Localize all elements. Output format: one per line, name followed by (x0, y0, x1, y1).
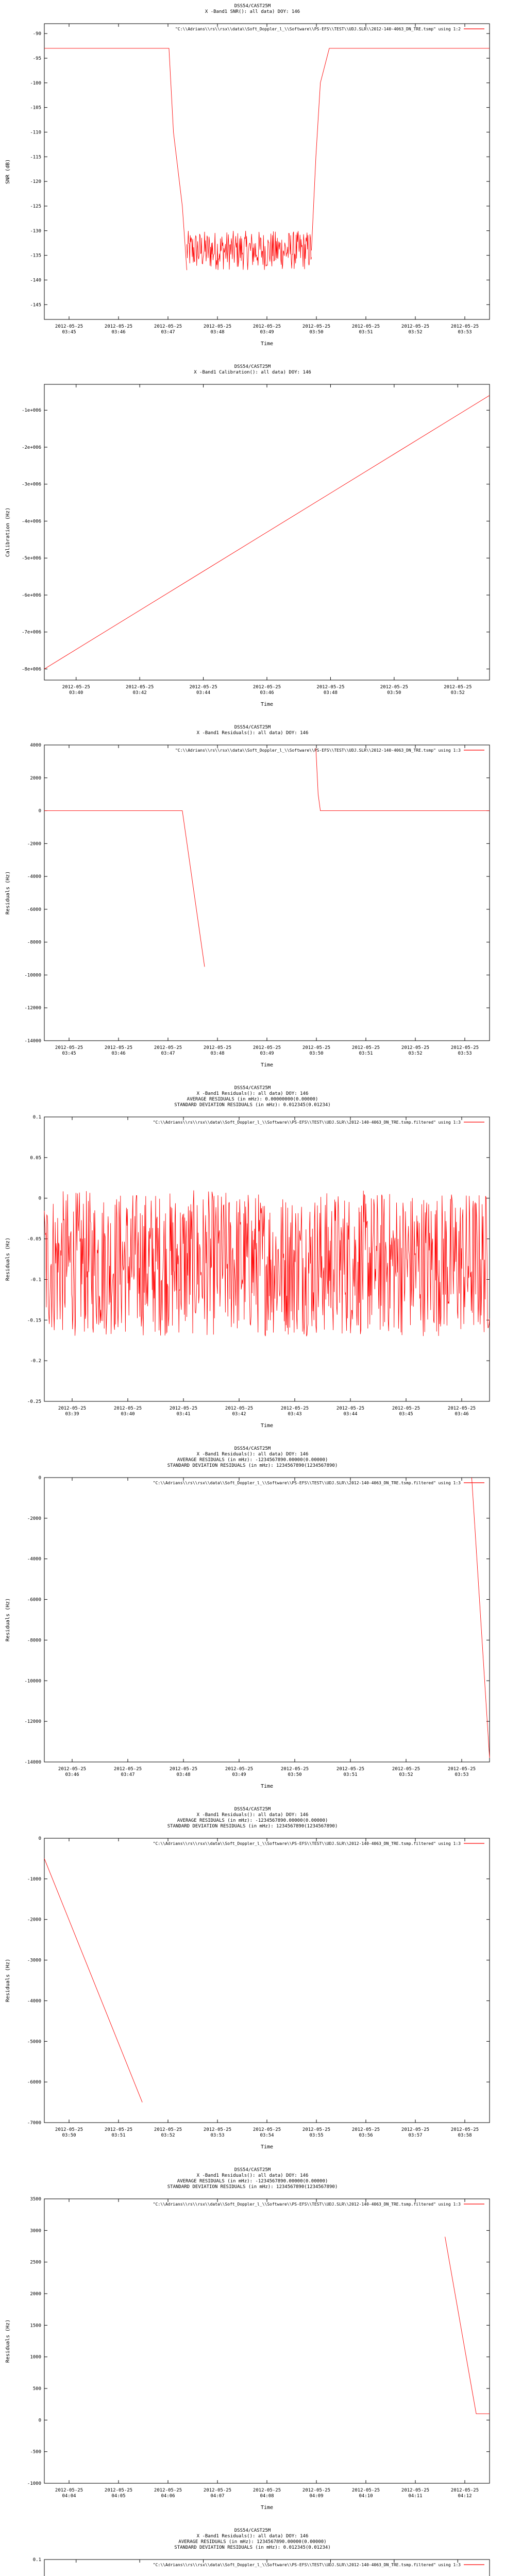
y-tick-label: -115 (30, 155, 41, 160)
x-tick-label-time: 03:48 (210, 330, 225, 335)
series-line (472, 1478, 490, 1758)
y-tick-label: 0 (38, 2418, 41, 2424)
y-tick-label: -140 (30, 278, 41, 283)
x-tick-label-date: 2012-05-25 (154, 2488, 182, 2493)
x-tick-label-date: 2012-05-25 (203, 2127, 232, 2132)
x-tick-label-date: 2012-05-25 (203, 2488, 232, 2493)
y-tick-label: -12000 (24, 1719, 41, 1725)
x-tick-label-date: 2012-05-25 (392, 1406, 420, 1411)
series-line (44, 811, 205, 967)
x-tick-label-date: 2012-05-25 (154, 1045, 182, 1050)
x-tick-label-time: 03:40 (69, 690, 83, 696)
plot-frame (44, 1478, 490, 1762)
chart-panel (0, 721, 505, 1082)
x-tick-label-date: 2012-05-25 (302, 2488, 331, 2493)
x-axis-label: Time (260, 1062, 274, 1068)
y-axis-label: Calibration (Hz) (5, 507, 11, 557)
plot-frame (44, 1838, 490, 2123)
legend-label: "C:\\Adrians\\rs\\rsx\\data\\Soft_Doppler_l_\\Software\\PS-EFS\\TEST\\UDJ.SLR\\2012-140-4063_DN_TRE.tsmp.filtered" using 1:3 (153, 1481, 461, 1485)
plot-frame (44, 1117, 490, 1401)
x-tick-label-time: 03:47 (161, 330, 175, 335)
x-tick-label-date: 2012-05-25 (203, 1045, 232, 1050)
x-tick-label-time: 03:55 (309, 2133, 324, 2138)
x-tick-label-time: 03:44 (343, 1412, 358, 1417)
x-tick-label-date: 2012-05-25 (104, 2127, 133, 2132)
chart-title-line: STANDARD DEVIATION RESIDUALS (in mHz): 0.012345(0.01234) (174, 1103, 331, 1108)
x-tick-label-time: 03:51 (359, 1051, 373, 1056)
y-tick-label: -2000 (27, 841, 41, 847)
chart-title-line: X -Band1 Residuals(): all data) DOY: 146 (196, 2534, 309, 2539)
x-axis-label: Time (260, 702, 274, 707)
x-tick-label-date: 2012-05-25 (392, 1767, 420, 1772)
x-tick-label-time: 03:46 (111, 1051, 126, 1056)
chart-title-line: DSS54/CAST25M (234, 725, 271, 730)
legend-label: "C:\\Adrians\\rs\\rsx\\data\\Soft_Doppler_l_\\Software\\PS-EFS\\TEST\\UDJ.SLR\\2012-140-4063_DN_TRE.tsmp" using 1:2 (175, 27, 461, 31)
y-tick-label: 0.1 (32, 2557, 41, 2563)
x-tick-label-date: 2012-05-25 (450, 2488, 479, 2493)
y-tick-label: -95 (32, 56, 41, 61)
x-tick-label-time: 03:51 (111, 2133, 126, 2138)
x-tick-label-time: 03:53 (458, 330, 472, 335)
x-tick-label-date: 2012-05-25 (401, 1045, 430, 1050)
chart-title-line: DSS54/CAST25M (234, 1446, 271, 1451)
x-tick-label-date: 2012-05-25 (126, 685, 154, 690)
chart-title-line: AVERAGE RESIDUALS (in mHz): -1234567890.00000(0.00000) (177, 1458, 328, 1463)
x-tick-label-time: 03:42 (132, 690, 147, 696)
chart-title-line: X -Band1 Residuals(): all data) DOY: 146 (196, 2173, 309, 2178)
x-tick-label-date: 2012-05-25 (351, 2488, 380, 2493)
chart-panel (0, 361, 505, 721)
x-tick-label-time: 03:50 (309, 1051, 324, 1056)
y-tick-label: -4000 (27, 874, 41, 880)
y-tick-label: 1500 (30, 2323, 41, 2329)
y-tick-label: 3000 (30, 2228, 41, 2234)
legend-label: "C:\\Adrians\\rs\\rsx\\data\\Soft_Doppler_l_\\Software\\PS-EFS\\TEST\\UDJ.SLR\\2012-140-4063_DN_TRE.tsmp.filtered" using 1:3 (153, 2563, 461, 2567)
y-tick-label: -1e+006 (22, 408, 41, 414)
chart-svg (0, 1803, 505, 2164)
chart-svg (0, 361, 505, 721)
y-tick-label: -6000 (27, 2080, 41, 2086)
chart-title-line: STANDARD DEVIATION RESIDUALS (in mHz): 1234567890(1234567890) (167, 1824, 338, 1829)
series-line (311, 48, 490, 250)
series-line (44, 48, 187, 270)
x-tick-label-date: 2012-05-25 (316, 685, 345, 690)
y-tick-label: -8e+006 (22, 667, 41, 672)
x-tick-label-date: 2012-05-25 (447, 1406, 476, 1411)
x-tick-label-date: 2012-05-25 (252, 2127, 281, 2132)
chart-svg (0, 0, 505, 361)
series-line (44, 1858, 142, 2102)
x-tick-label-time: 04:07 (210, 2494, 225, 2499)
x-tick-label-date: 2012-05-25 (55, 324, 83, 329)
x-tick-label-time: 03:41 (176, 1412, 191, 1417)
x-tick-label-date: 2012-05-25 (169, 1406, 198, 1411)
x-tick-label-time: 03:50 (62, 2133, 76, 2138)
x-tick-label-date: 2012-05-25 (302, 324, 331, 329)
x-tick-label-time: 03:46 (111, 330, 126, 335)
y-axis-label: Residuals (Hz) (5, 2319, 11, 2363)
series-line (187, 231, 312, 270)
x-axis-label: Time (260, 2144, 274, 2150)
x-tick-label-date: 2012-05-25 (450, 1045, 479, 1050)
y-tick-label: 0 (38, 1476, 41, 1481)
y-tick-label: -6e+006 (22, 592, 41, 598)
y-tick-label: -14000 (24, 1039, 41, 1044)
x-tick-label-date: 2012-05-25 (450, 324, 479, 329)
y-tick-label: 0.1 (32, 1115, 41, 1120)
y-tick-label: 1000 (30, 2354, 41, 2360)
chart-panel (0, 1082, 505, 1443)
chart-title-line: DSS54/CAST25M (234, 2167, 271, 2173)
x-tick-label-date: 2012-05-25 (104, 2488, 133, 2493)
legend-label: "C:\\Adrians\\rs\\rsx\\data\\Soft_Doppler_l_\\Software\\PS-EFS\\TEST\\UDJ.SLR\\2012-140-4063_DN_TRE.tsmp.filtered" using 1:3 (153, 1841, 461, 1846)
chart-title-line: DSS54/CAST25M (234, 4, 271, 9)
y-tick-label: -120 (30, 179, 41, 185)
x-tick-label-time: 03:46 (260, 690, 274, 696)
x-tick-label-date: 2012-05-25 (351, 2127, 380, 2132)
y-axis-label: SNR (dB) (5, 159, 11, 184)
x-tick-label-date: 2012-05-25 (380, 685, 408, 690)
x-tick-label-time: 03:47 (121, 1772, 135, 1777)
y-axis-label: Residuals (Hz) (5, 871, 11, 915)
y-tick-label: -0.25 (27, 1399, 41, 1404)
y-tick-label: -2000 (27, 1516, 41, 1521)
x-tick-label-date: 2012-05-25 (444, 685, 472, 690)
x-tick-label-time: 04:06 (161, 2494, 175, 2499)
x-tick-label-time: 03:49 (260, 330, 274, 335)
y-tick-label: -2000 (27, 1917, 41, 1923)
x-tick-label-time: 03:49 (232, 1772, 246, 1777)
y-tick-label: -500 (30, 2449, 41, 2455)
x-tick-label-time: 03:47 (161, 1051, 175, 1056)
chart-title-line: X -Band1 Calibration(): all data) DOY: 146 (194, 370, 311, 375)
x-tick-label-date: 2012-05-25 (225, 1406, 254, 1411)
x-tick-label-time: 04:12 (458, 2494, 472, 2499)
chart-svg (0, 721, 505, 1082)
chart-title-line: AVERAGE RESIDUALS (in mHz): -1234567890.00000(0.00000) (177, 2179, 328, 2184)
x-tick-label-date: 2012-05-25 (351, 324, 380, 329)
x-tick-label-date: 2012-05-25 (55, 1045, 83, 1050)
y-tick-label: -8000 (27, 1638, 41, 1643)
x-tick-label-date: 2012-05-25 (401, 2127, 430, 2132)
x-axis-label: Time (260, 1784, 274, 1789)
chart-svg (0, 1082, 505, 1443)
x-axis-label: Time (260, 2505, 274, 2511)
x-tick-label-date: 2012-05-25 (280, 1406, 309, 1411)
x-tick-label-date: 2012-05-25 (62, 685, 90, 690)
x-tick-label-date: 2012-05-25 (401, 2488, 430, 2493)
x-tick-label-time: 03:51 (343, 1772, 358, 1777)
x-tick-label-date: 2012-05-25 (302, 2127, 331, 2132)
y-tick-label: -110 (30, 130, 41, 135)
y-tick-label: -1000 (27, 2481, 41, 2486)
series-line (44, 396, 490, 669)
chart-title-line: STANDARD DEVIATION RESIDUALS (in mHz): 0.012345(0.01234) (174, 2545, 331, 2550)
x-tick-label-time: 03:45 (62, 330, 76, 335)
chart-title-line: DSS54/CAST25M (234, 1807, 271, 1812)
x-tick-label-date: 2012-05-25 (113, 1767, 142, 1772)
y-tick-label: 0.05 (30, 1155, 41, 1161)
x-tick-label-time: 03:46 (454, 1412, 469, 1417)
x-tick-label-date: 2012-05-25 (104, 1045, 133, 1050)
chart-title-line: X -Band1 Residuals(): all data) DOY: 146 (196, 1091, 309, 1096)
y-tick-label: -3000 (27, 1958, 41, 1963)
y-tick-label: -14000 (24, 1760, 41, 1765)
y-axis-label: Residuals (Hz) (5, 1237, 11, 1281)
x-tick-label-date: 2012-05-25 (154, 2127, 182, 2132)
x-tick-label-time: 03:50 (387, 690, 401, 696)
x-tick-label-time: 04:09 (309, 2494, 324, 2499)
x-tick-label-date: 2012-05-25 (336, 1767, 365, 1772)
chart-title-line: DSS54/CAST25M (234, 1086, 271, 1091)
x-tick-label-date: 2012-05-25 (58, 1767, 87, 1772)
x-tick-label-time: 03:48 (210, 1051, 225, 1056)
x-tick-label-time: 03:52 (408, 1051, 423, 1056)
x-tick-label-time: 03:48 (176, 1772, 191, 1777)
chart-svg (0, 2524, 505, 2576)
chart-title-line: X -Band1 Residuals(): all data) DOY: 146 (196, 1812, 309, 1818)
y-tick-label: -0.1 (30, 1277, 41, 1283)
x-tick-label-date: 2012-05-25 (280, 1767, 309, 1772)
x-tick-label-time: 04:08 (260, 2494, 274, 2499)
chart-title-line: X -Band1 Residuals(): all data) DOY: 146 (196, 1452, 309, 1457)
x-tick-label-time: 03:53 (210, 2133, 225, 2138)
x-tick-label-date: 2012-05-25 (252, 1045, 281, 1050)
legend-label: "C:\\Adrians\\rs\\rsx\\data\\Soft_Doppler_l_\\Software\\PS-EFS\\TEST\\UDJ.SLR\\2012-140-4063_DN_TRE.tsmp.filtered" using 1:3 (153, 2202, 461, 2207)
y-tick-label: -125 (30, 204, 41, 209)
x-tick-label-time: 03:57 (408, 2133, 423, 2138)
chart-svg (0, 2164, 505, 2524)
series-line (316, 748, 490, 810)
y-tick-label: 2000 (30, 2292, 41, 2297)
chart-panel (0, 1803, 505, 2164)
chart-svg (0, 1443, 505, 1803)
y-tick-label: 4000 (30, 743, 41, 748)
y-tick-label: 2000 (30, 775, 41, 781)
x-tick-label-date: 2012-05-25 (154, 324, 182, 329)
plot-frame (44, 24, 490, 319)
x-tick-label-time: 03:49 (260, 1051, 274, 1056)
x-axis-label: Time (260, 341, 274, 347)
chart-title-line: DSS54/CAST25M (234, 2528, 271, 2533)
y-tick-label: -5e+006 (22, 556, 41, 562)
x-tick-label-date: 2012-05-25 (302, 1045, 331, 1050)
x-tick-label-date: 2012-05-25 (252, 324, 281, 329)
x-tick-label-date: 2012-05-25 (447, 1767, 476, 1772)
legend-label: "C:\\Adrians\\rs\\rsx\\data\\Soft_Doppler_l_\\Software\\PS-EFS\\TEST\\UDJ.SLR\\2012-140-4063_DN_TRE.tsmp.filtered" using 1:3 (153, 1120, 461, 1125)
chart-title-line: DSS54/CAST25M (234, 364, 271, 369)
x-axis-label: Time (260, 1423, 274, 1429)
x-tick-label-date: 2012-05-25 (351, 1045, 380, 1050)
y-tick-label: -7000 (27, 2121, 41, 2126)
x-tick-label-date: 2012-05-25 (113, 1406, 142, 1411)
x-tick-label-date: 2012-05-25 (252, 685, 281, 690)
y-tick-label: -0.05 (27, 1236, 41, 1242)
x-tick-label-time: 03:52 (408, 330, 423, 335)
y-axis-label: Residuals (Hz) (5, 1958, 11, 2003)
x-tick-label-time: 03:52 (161, 2133, 175, 2138)
x-tick-label-time: 03:53 (454, 1772, 469, 1777)
legend-label: "C:\\Adrians\\rs\\rsx\\data\\Soft_Doppler_l_\\Software\\PS-EFS\\TEST\\UDJ.SLR\\2012-140-4063_DN_TRE.tsmp" using 1:3 (175, 748, 461, 753)
y-tick-label: 0 (38, 1196, 41, 1201)
y-tick-label: -2e+006 (22, 445, 41, 450)
y-tick-label: -3e+006 (22, 482, 41, 487)
y-tick-label: -105 (30, 105, 41, 111)
x-tick-label-date: 2012-05-25 (55, 2488, 83, 2493)
x-tick-label-date: 2012-05-25 (55, 2127, 83, 2132)
x-tick-label-time: 03:45 (399, 1412, 413, 1417)
x-tick-label-date: 2012-05-25 (336, 1406, 365, 1411)
x-tick-label-time: 04:11 (408, 2494, 423, 2499)
y-tick-label: -10000 (24, 973, 41, 978)
x-tick-label-date: 2012-05-25 (58, 1406, 87, 1411)
chart-title-line: X -Band1 Residuals(): all data) DOY: 146 (196, 731, 309, 736)
y-tick-label: -0.2 (30, 1359, 41, 1364)
y-tick-label: -90 (32, 31, 41, 37)
chart-panel (0, 1443, 505, 1803)
y-tick-label: -6000 (27, 1597, 41, 1603)
x-tick-label-time: 03:54 (260, 2133, 274, 2138)
y-tick-label: 0 (38, 1836, 41, 1841)
x-tick-label-time: 03:45 (62, 1051, 76, 1056)
x-tick-label-time: 03:58 (458, 2133, 472, 2138)
y-tick-label: -1000 (27, 1876, 41, 1882)
chart-title-line: AVERAGE RESIDUALS (in mHz): -1234567890.00000(0.00000) (177, 1818, 328, 1823)
x-tick-label-time: 04:04 (62, 2494, 76, 2499)
chart-title-line: STANDARD DEVIATION RESIDUALS (in mHz): 1234567890(1234567890) (167, 1463, 338, 1468)
y-tick-label: -4000 (27, 1556, 41, 1562)
chart-panel (0, 2164, 505, 2524)
y-tick-label: -5000 (27, 2039, 41, 2045)
x-tick-label-date: 2012-05-25 (225, 1767, 254, 1772)
chart-title-line: X -Band1 SNR(): all data) DOY: 146 (205, 9, 300, 14)
y-tick-label: 0 (38, 808, 41, 814)
chart-panel (0, 0, 505, 361)
x-tick-label-time: 03:51 (359, 330, 373, 335)
x-tick-label-time: 03:46 (65, 1772, 79, 1777)
y-tick-label: 500 (32, 2386, 41, 2392)
y-tick-label: -4e+006 (22, 519, 41, 524)
y-tick-label: -4000 (27, 1998, 41, 2004)
x-tick-label-time: 03:40 (121, 1412, 135, 1417)
x-tick-label-time: 03:52 (399, 1772, 413, 1777)
x-tick-label-date: 2012-05-25 (203, 324, 232, 329)
y-tick-label: 2500 (30, 2260, 41, 2265)
x-tick-label-time: 03:39 (65, 1412, 79, 1417)
plot-frame (44, 2199, 490, 2483)
x-tick-label-time: 03:44 (196, 690, 211, 696)
x-tick-label-time: 03:50 (288, 1772, 302, 1777)
y-tick-label: -0.15 (27, 1318, 41, 1324)
y-tick-label: -6000 (27, 907, 41, 912)
chart-title-line: STANDARD DEVIATION RESIDUALS (in mHz): 1234567890(1234567890) (167, 2184, 338, 2190)
chart-title-line: AVERAGE RESIDUALS (in mHz): 0.00000000(0.00000) (187, 1097, 318, 1102)
y-tick-label: -135 (30, 253, 41, 259)
x-tick-label-time: 03:42 (232, 1412, 246, 1417)
y-tick-label: -8000 (27, 940, 41, 945)
y-tick-label: -130 (30, 228, 41, 234)
y-tick-label: -7e+006 (22, 630, 41, 635)
chart-panel (0, 2524, 505, 2576)
series-line (44, 1191, 490, 1336)
y-tick-label: -10000 (24, 1679, 41, 1684)
y-tick-label: -100 (30, 80, 41, 86)
x-tick-label-time: 03:52 (450, 690, 465, 696)
x-tick-label-date: 2012-05-25 (189, 685, 217, 690)
series-line (445, 2237, 490, 2414)
y-axis-label: Residuals (Hz) (5, 1598, 11, 1642)
y-tick-label: -12000 (24, 1006, 41, 1011)
x-tick-label-time: 03:48 (323, 690, 338, 696)
y-tick-label: 3500 (30, 2197, 41, 2202)
x-tick-label-date: 2012-05-25 (169, 1767, 198, 1772)
plot-frame (44, 745, 490, 1041)
x-tick-label-time: 04:10 (359, 2494, 373, 2499)
x-tick-label-time: 04:05 (111, 2494, 126, 2499)
x-tick-label-time: 03:53 (458, 1051, 472, 1056)
y-tick-label: -145 (30, 302, 41, 308)
x-tick-label-date: 2012-05-25 (401, 324, 430, 329)
x-tick-label-time: 03:50 (309, 330, 324, 335)
x-tick-label-time: 03:56 (359, 2133, 373, 2138)
x-tick-label-date: 2012-05-25 (104, 324, 133, 329)
x-tick-label-date: 2012-05-25 (450, 2127, 479, 2132)
x-tick-label-date: 2012-05-25 (252, 2488, 281, 2493)
chart-title-line: AVERAGE RESIDUALS (in mHz): 1234567890.00000(0.00000) (178, 2539, 327, 2545)
x-tick-label-time: 03:43 (288, 1412, 302, 1417)
